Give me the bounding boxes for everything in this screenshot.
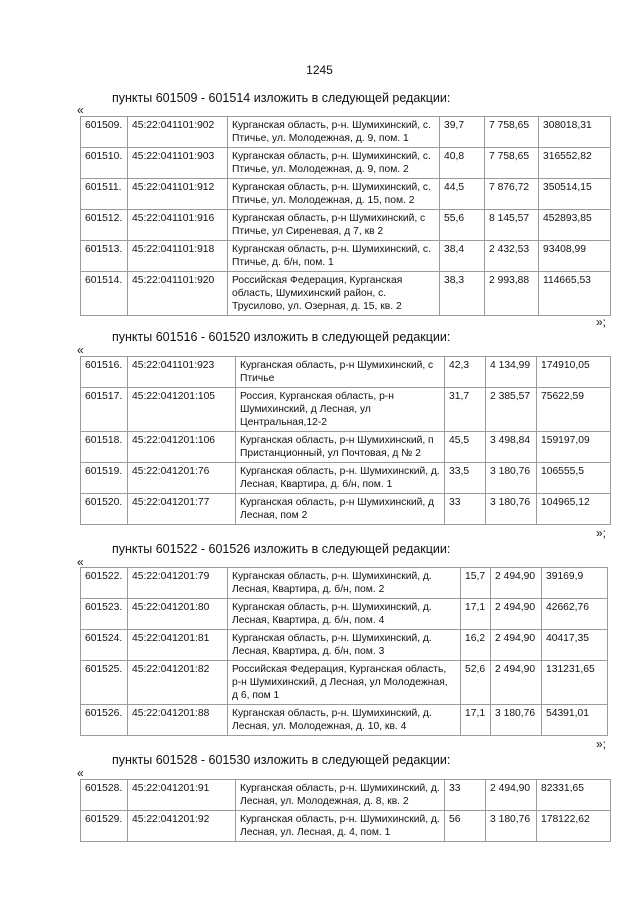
cadastral-value-cell: 350514,15	[539, 179, 611, 210]
cadastral-value-cell: 82331,65	[537, 780, 611, 811]
area-cell: 45,5	[445, 432, 486, 463]
row-number-cell: 601516.	[81, 357, 128, 388]
area-cell: 52,6	[461, 661, 491, 705]
page-number: 1245	[306, 63, 333, 77]
closing-quote: »;	[596, 526, 607, 540]
opening-quote: «	[77, 766, 84, 780]
table-row	[81, 811, 611, 842]
cadastral-number-cell: 45:22:041101:918	[128, 241, 228, 272]
row-number-cell: 601528.	[81, 780, 128, 811]
row-number-cell: 601513.	[81, 241, 128, 272]
cadastral-value-cell: 42662,76	[542, 599, 608, 630]
address-cell: Россия, Курганская область, р-н Шумихинский, д Лесная, ул Центральная,12-2	[236, 388, 445, 432]
area-cell: 33	[445, 494, 486, 525]
table-row	[81, 117, 611, 148]
price-cell: 2 385,57	[486, 388, 537, 432]
row-number-cell: 601517.	[81, 388, 128, 432]
row-number-cell: 601520.	[81, 494, 128, 525]
price-cell: 7 758,65	[485, 148, 539, 179]
area-cell: 33	[445, 780, 486, 811]
table-row	[81, 179, 611, 210]
row-number-cell: 601510.	[81, 148, 128, 179]
closing-quote: »;	[596, 315, 607, 329]
table-row	[81, 357, 611, 388]
cadastral-value-cell: 39169,9	[542, 568, 608, 599]
cadastral-number-cell: 45:22:041201:77	[128, 494, 236, 525]
cadastral-number-cell: 45:22:041201:92	[128, 811, 236, 842]
address-cell: Курганская область, р-н. Шумихинский, д. Лесная, ул. Молодежная, д. 10, кв. 4	[228, 705, 461, 736]
cadastral-value-cell: 159197,09	[537, 432, 611, 463]
cadastral-value-cell: 131231,65	[542, 661, 608, 705]
closing-quote: »;	[596, 737, 607, 751]
price-cell: 3 180,76	[491, 705, 542, 736]
table-row	[81, 705, 608, 736]
price-cell: 2 494,90	[491, 630, 542, 661]
section-heading: пункты 601516 - 601520 изложить в следующей редакции:	[112, 330, 451, 344]
address-cell: Курганская область, р-н Шумихинский, д Лесная, пом 2	[236, 494, 445, 525]
price-cell: 7 758,65	[485, 117, 539, 148]
area-cell: 16,2	[461, 630, 491, 661]
area-cell: 38,4	[440, 241, 485, 272]
price-cell: 8 145,57	[485, 210, 539, 241]
table-row	[81, 210, 611, 241]
cadastral-number-cell: 45:22:041101:920	[128, 272, 228, 316]
price-cell: 2 494,90	[486, 780, 537, 811]
price-cell: 4 134,99	[486, 357, 537, 388]
cadastral-number-cell: 45:22:041201:81	[128, 630, 228, 661]
cadastral-number-cell: 45:22:041201:105	[128, 388, 236, 432]
section-heading: пункты 601528 - 601530 изложить в следующей редакции:	[112, 753, 451, 767]
address-cell: Курганская область, р-н. Шумихинский, д. Лесная, ул. Молодежная, д. 8, кв. 2	[236, 780, 445, 811]
cadastral-value-cell: 114665,53	[539, 272, 611, 316]
cadastral-value-cell: 104965,12	[537, 494, 611, 525]
address-cell: Курганская область, р-н. Шумихинский, с. Птичье, ул. Молодежная, д. 9, пом. 2	[228, 148, 440, 179]
row-number-cell: 601518.	[81, 432, 128, 463]
address-cell: Курганская область, р-н. Шумихинский, д. Лесная, Квартира, д. б/н, пом. 4	[228, 599, 461, 630]
price-cell: 2 432,53	[485, 241, 539, 272]
table-row	[81, 148, 611, 179]
cadastral-value-cell: 452893,85	[539, 210, 611, 241]
address-cell: Российская Федерация, Курганская область, р-н Шумихинский, д Лесная, ул Молодежная, д 6, пом 1	[228, 661, 461, 705]
cadastral-value-cell: 54391,01	[542, 705, 608, 736]
address-cell: Курганская область, р-н. Шумихинский, с. Птичье, д. б/н, пом. 1	[228, 241, 440, 272]
opening-quote: «	[77, 555, 84, 569]
cadastral-value-cell: 178122,62	[537, 811, 611, 842]
section-heading: пункты 601509 - 601514 изложить в следующей редакции:	[112, 91, 451, 105]
area-cell: 17,1	[461, 599, 491, 630]
row-number-cell: 601519.	[81, 463, 128, 494]
price-cell: 2 494,90	[491, 568, 542, 599]
table-row	[81, 599, 608, 630]
cadastral-number-cell: 45:22:041201:76	[128, 463, 236, 494]
property-table	[80, 116, 611, 316]
cadastral-value-cell: 93408,99	[539, 241, 611, 272]
area-cell: 15,7	[461, 568, 491, 599]
table-row	[81, 630, 608, 661]
area-cell: 40,8	[440, 148, 485, 179]
row-number-cell: 601523.	[81, 599, 128, 630]
cadastral-number-cell: 45:22:041101:902	[128, 117, 228, 148]
table-row	[81, 780, 611, 811]
price-cell: 2 494,90	[491, 599, 542, 630]
area-cell: 56	[445, 811, 486, 842]
cadastral-value-cell: 106555,5	[537, 463, 611, 494]
cadastral-number-cell: 45:22:041201:82	[128, 661, 228, 705]
cadastral-value-cell: 316552,82	[539, 148, 611, 179]
row-number-cell: 601526.	[81, 705, 128, 736]
row-number-cell: 601524.	[81, 630, 128, 661]
address-cell: Курганская область, р-н. Шумихинский, д. Лесная, Квартира, д. б/н, пом. 3	[228, 630, 461, 661]
address-cell: Курганская область, р-н. Шумихинский, с. Птичье, ул. Молодежная, д. 15, пом. 2	[228, 179, 440, 210]
cadastral-number-cell: 45:22:041201:106	[128, 432, 236, 463]
section-heading: пункты 601522 - 601526 изложить в следующей редакции:	[112, 542, 451, 556]
price-cell: 3 180,76	[486, 494, 537, 525]
cadastral-number-cell: 45:22:041201:79	[128, 568, 228, 599]
price-cell: 7 876,72	[485, 179, 539, 210]
address-cell: Курганская область, р-н. Шумихинский, д. Лесная, Квартира, д. б/н, пом. 2	[228, 568, 461, 599]
table-row	[81, 463, 611, 494]
property-table	[80, 356, 611, 525]
cadastral-number-cell: 45:22:041201:91	[128, 780, 236, 811]
row-number-cell: 601522.	[81, 568, 128, 599]
area-cell: 17,1	[461, 705, 491, 736]
cadastral-number-cell: 45:22:041101:912	[128, 179, 228, 210]
area-cell: 31,7	[445, 388, 486, 432]
row-number-cell: 601509.	[81, 117, 128, 148]
row-number-cell: 601511.	[81, 179, 128, 210]
table-row	[81, 388, 611, 432]
table-row	[81, 432, 611, 463]
cadastral-value-cell: 75622,59	[537, 388, 611, 432]
cadastral-number-cell: 45:22:041201:80	[128, 599, 228, 630]
cadastral-value-cell: 40417,35	[542, 630, 608, 661]
property-table	[80, 779, 611, 842]
area-cell: 44,5	[440, 179, 485, 210]
cadastral-number-cell: 45:22:041101:903	[128, 148, 228, 179]
area-cell: 42,3	[445, 357, 486, 388]
property-table	[80, 567, 608, 736]
price-cell: 2 494,90	[491, 661, 542, 705]
table-row	[81, 494, 611, 525]
area-cell: 33,5	[445, 463, 486, 494]
table-row	[81, 241, 611, 272]
address-cell: Курганская область, р-н. Шумихинский, д. Лесная, ул. Лесная, д. 4, пом. 1	[236, 811, 445, 842]
cadastral-value-cell: 174910,05	[537, 357, 611, 388]
cadastral-number-cell: 45:22:041101:923	[128, 357, 236, 388]
address-cell: Курганская область, р-н. Шумихинский, д. Лесная, Квартира, д. б/н, пом. 1	[236, 463, 445, 494]
cadastral-value-cell: 308018,31	[539, 117, 611, 148]
cadastral-number-cell: 45:22:041101:916	[128, 210, 228, 241]
address-cell: Курганская область, р-н Шумихинский, с Птичье	[236, 357, 445, 388]
address-cell: Курганская область, р-н Шумихинский, с Птичье, ул Сиреневая, д 7, кв 2	[228, 210, 440, 241]
address-cell: Курганская область, р-н Шумихинский, п Пристанционный, ул Почтовая, д № 2	[236, 432, 445, 463]
price-cell: 3 180,76	[486, 811, 537, 842]
opening-quote: «	[77, 343, 84, 357]
opening-quote: «	[77, 103, 84, 117]
price-cell: 2 993,88	[485, 272, 539, 316]
row-number-cell: 601529.	[81, 811, 128, 842]
area-cell: 38,3	[440, 272, 485, 316]
price-cell: 3 180,76	[486, 463, 537, 494]
table-row	[81, 568, 608, 599]
area-cell: 39,7	[440, 117, 485, 148]
table-row	[81, 661, 608, 705]
price-cell: 3 498,84	[486, 432, 537, 463]
row-number-cell: 601525.	[81, 661, 128, 705]
table-row	[81, 272, 611, 316]
area-cell: 55,6	[440, 210, 485, 241]
address-cell: Курганская область, р-н. Шумихинский, с. Птичье, ул. Молодежная, д. 9, пом. 1	[228, 117, 440, 148]
row-number-cell: 601514.	[81, 272, 128, 316]
row-number-cell: 601512.	[81, 210, 128, 241]
address-cell: Российская Федерация, Курганская область, Шумихинский район, с. Трусилово, ул. Озерная, д. 15, кв. 2	[228, 272, 440, 316]
cadastral-number-cell: 45:22:041201:88	[128, 705, 228, 736]
